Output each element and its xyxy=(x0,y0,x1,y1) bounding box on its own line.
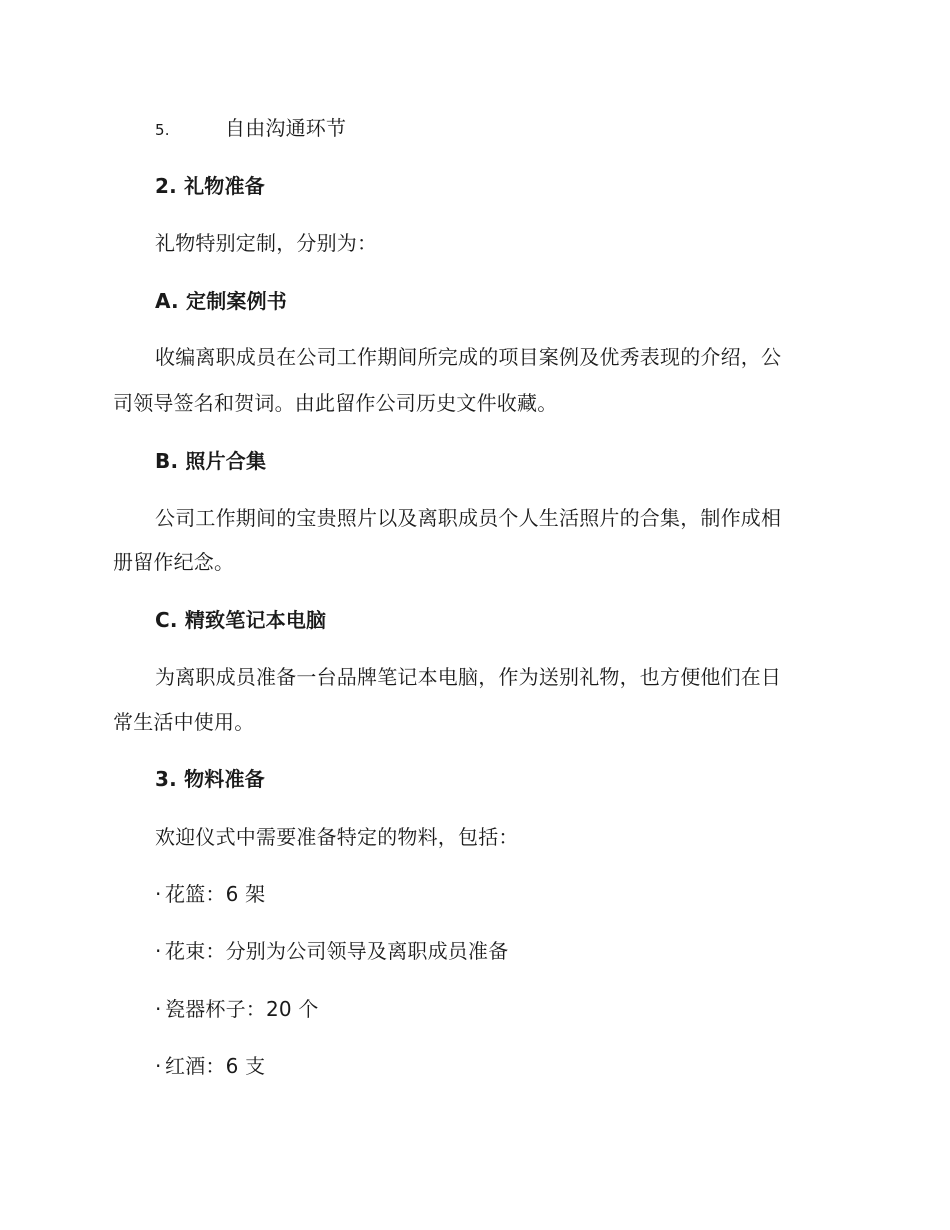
bullet-icon: · xyxy=(155,939,162,963)
paragraph-photo-line1: 公司工作期间的宝贵照片以及离职成员个人生活照片的合集，制作成相 xyxy=(155,506,782,530)
list-item-text: 自由沟通环节 xyxy=(225,116,347,140)
list-item xyxy=(155,936,835,966)
section-heading-gifts: 2. 礼物准备 xyxy=(155,174,265,198)
paragraph-laptop-line2: 常生活中使用。 xyxy=(113,710,255,734)
list-item-text: 花篮：6 架 xyxy=(165,882,266,906)
bullet-icon: · xyxy=(155,997,162,1021)
list-item-text: 瓷器杯子：20 个 xyxy=(165,997,319,1021)
list-item xyxy=(155,879,835,909)
list-item-text: 花束：分别为公司领导及离职成员准备 xyxy=(165,939,509,963)
subheading-laptop: C. 精致笔记本电脑 xyxy=(155,608,327,632)
paragraph-gifts-intro: 礼物特别定制，分别为： xyxy=(155,231,378,255)
bullet-icon: · xyxy=(155,882,162,906)
paragraph-case-book-line2: 司领导签名和贺词。由此留作公司历史文件收藏。 xyxy=(113,391,558,415)
list-item xyxy=(155,994,835,1024)
list-item-5 xyxy=(155,113,835,145)
list-item xyxy=(155,1051,835,1081)
list-item-number: 5. xyxy=(155,121,170,139)
paragraph-case-book-line1: 收编离职成员在公司工作期间所完成的项目案例及优秀表现的介绍，公 xyxy=(155,345,782,369)
subheading-case-book: A. 定制案例书 xyxy=(155,289,288,313)
list-item-text: 红酒：6 支 xyxy=(165,1054,266,1078)
paragraph-materials-intro: 欢迎仪式中需要准备特定的物料，包括： xyxy=(155,825,519,849)
subheading-photo-collection: B. 照片合集 xyxy=(155,449,267,473)
paragraph-photo-line2: 册留作纪念。 xyxy=(113,550,235,574)
section-heading-materials: 3. 物料准备 xyxy=(155,767,265,791)
paragraph-laptop-line1: 为离职成员准备一台品牌笔记本电脑，作为送别礼物，也方便他们在日 xyxy=(155,665,782,689)
bullet-icon: · xyxy=(155,1054,162,1078)
